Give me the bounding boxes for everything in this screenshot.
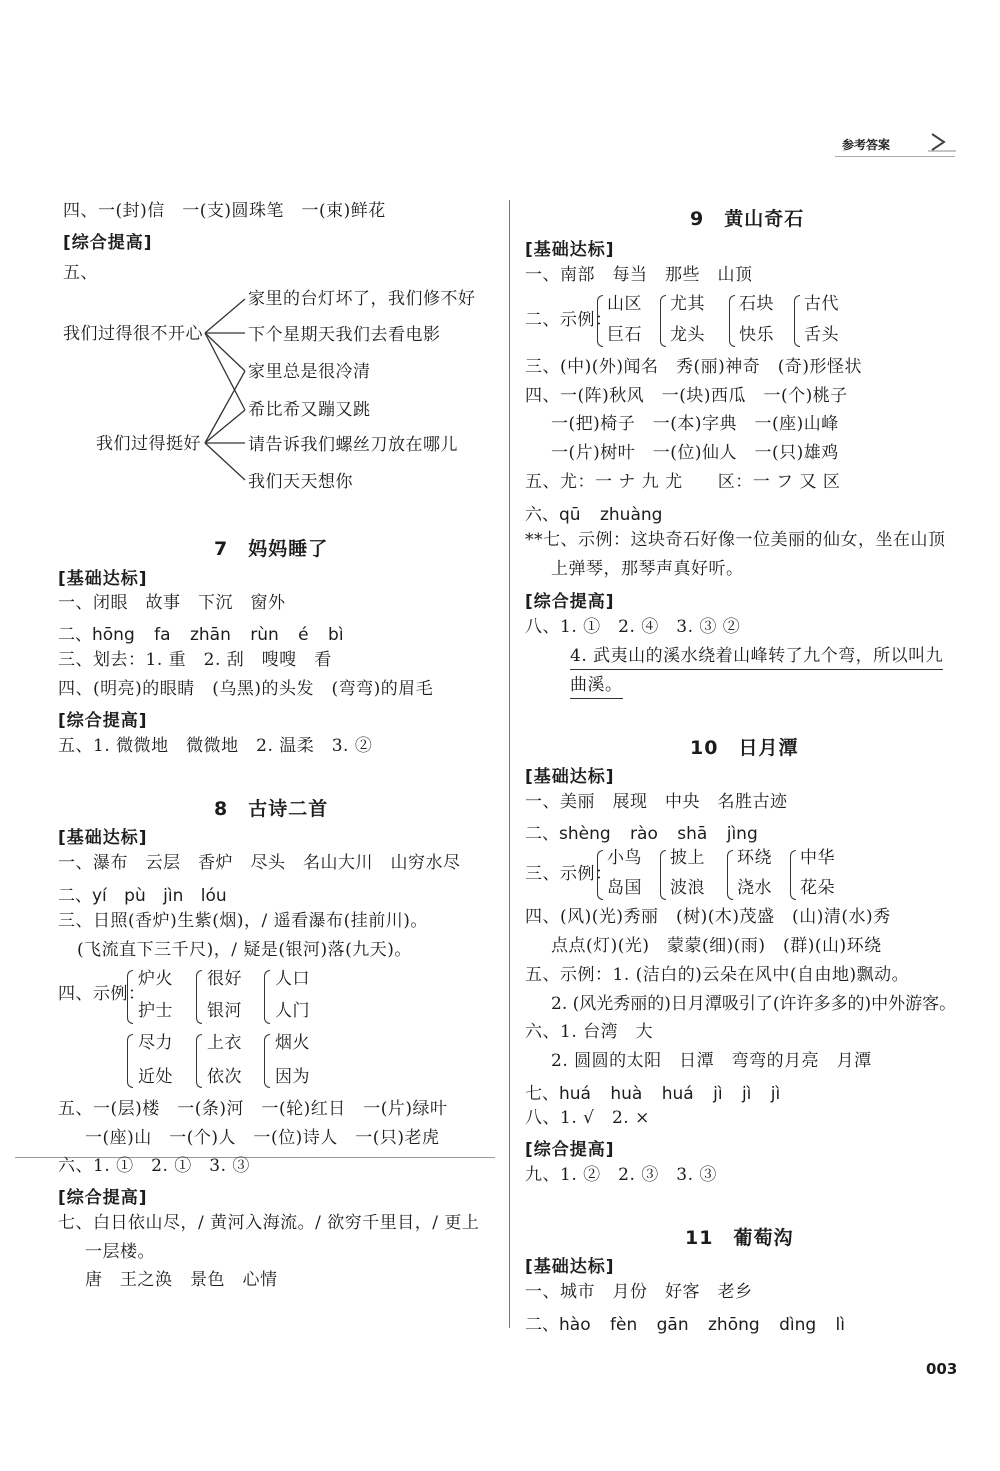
brace <box>597 295 603 347</box>
word: 环绕 <box>737 848 772 868</box>
line: 六、1. 台湾 大 <box>525 1022 654 1042</box>
line: 五、 <box>63 263 98 283</box>
example-label: 二、示例： <box>525 310 613 330</box>
line: 四、(风)(光)秀丽 (树)(木)茂盛 (山)清(水)秀 <box>525 907 891 927</box>
line: 一、闭眼 故事 下沉 窗外 <box>58 593 286 613</box>
word: 岛国 <box>607 878 642 898</box>
word: 银河 <box>207 1001 242 1021</box>
section-label: [基础达标] <box>525 240 615 260</box>
line: 四、一(封)信 一(支)圆珠笔 一(束)鲜花 <box>63 201 386 221</box>
underlined-answer: 4. 武夷山的溪水绕着山峰转了九个弯，所以叫九 <box>570 645 943 670</box>
line: 五、1. 微微地 微微地 2. 温柔 3. ② <box>58 736 373 756</box>
line: 一、瀑布 云层 香炉 尽头 名山大川 山穷水尽 <box>58 853 461 873</box>
word: 快乐 <box>739 325 774 345</box>
line: 五、示例：1. (洁白的)云朵在风中(自由地)飘动。 <box>525 965 910 985</box>
line: 四、(明亮)的眼睛 (乌黑)的头发 (弯弯)的眉毛 <box>58 679 434 699</box>
word: 中华 <box>800 848 835 868</box>
line: 一(片)树叶 一(位)仙人 一(只)雄鸡 <box>551 443 839 463</box>
header-rule <box>835 156 955 157</box>
line: 2. 圆圆的太阳 日潭 弯弯的月亮 月潭 <box>551 1051 872 1071</box>
example-label: 三、示例： <box>525 864 613 884</box>
lesson-title: 9 黄山奇石 <box>690 208 805 230</box>
word: 披上 <box>670 848 705 868</box>
section-label: [综合提高] <box>58 711 148 731</box>
word: 龙头 <box>670 325 705 345</box>
tree-branch: 家里总是很冷清 <box>248 362 371 382</box>
brace <box>264 1034 270 1088</box>
word: 很好 <box>207 969 242 989</box>
word: 依次 <box>207 1067 242 1087</box>
word: 因为 <box>275 1067 310 1087</box>
column-divider <box>509 200 510 1328</box>
tree-branch: 家里的台灯坏了，我们修不好 <box>248 289 476 309</box>
tree-branch: 希比希又蹦又跳 <box>248 400 371 420</box>
line: 四、一(阵)秋风 一(块)西瓜 一(个)桃子 <box>525 386 848 406</box>
line: **七、示例：这块奇石好像一位美丽的仙女，坐在山顶 <box>525 530 946 550</box>
section-label: [综合提高] <box>525 1140 615 1160</box>
brace <box>727 850 733 900</box>
word: 护士 <box>138 1001 173 1021</box>
brace <box>196 970 202 1024</box>
lesson-title: 10 日月潭 <box>690 737 799 759</box>
brace <box>127 970 133 1024</box>
word: 人口 <box>275 969 310 989</box>
line: 一层楼。 <box>85 1242 155 1262</box>
lesson-title: 11 葡萄沟 <box>685 1227 794 1249</box>
line: 三、划去：1. 重 2. 刮 嗖嗖 看 <box>58 650 332 670</box>
word: 近处 <box>138 1067 173 1087</box>
section-label: [综合提高] <box>525 592 615 612</box>
word: 人门 <box>275 1001 310 1021</box>
tree-branch: 请告诉我们螺丝刀放在哪儿 <box>248 435 458 455</box>
line: 一(座)山 一(个)人 一(位)诗人 一(只)老虎 <box>85 1128 440 1148</box>
line: 七、白日依山尽，/ 黄河入海流。/ 欲穷千里目，/ 更上 <box>58 1213 480 1233</box>
brace <box>196 1034 202 1088</box>
brace <box>597 850 603 900</box>
word: 巨石 <box>607 325 642 345</box>
line: 二、shèng rào shā jìng <box>525 824 758 844</box>
tree-branch: 我们天天想你 <box>248 472 353 492</box>
word: 古代 <box>804 294 839 314</box>
underlined-answer: 曲溪。 <box>570 674 623 699</box>
word: 小鸟 <box>607 848 642 868</box>
line: 2. (风光秀丽的)日月潭吸引了(许许多多的)中外游客。 <box>551 994 957 1014</box>
brace <box>660 850 666 900</box>
lesson-title: 7 妈妈睡了 <box>214 538 329 560</box>
header-label: 参考答案 <box>842 138 891 152</box>
brace <box>127 1034 133 1088</box>
line: 九、1. ② 2. ③ 3. ③ <box>525 1165 717 1185</box>
word: 花朵 <box>800 878 835 898</box>
line: (飞流直下三千尺)，/ 疑是(银河)落(九天)。 <box>77 940 412 960</box>
line: 一、南部 每当 那些 山顶 <box>525 265 753 285</box>
lesson-title: 8 古诗二首 <box>214 798 329 820</box>
line: 一、美丽 展现 中央 名胜古迹 <box>525 792 788 812</box>
word: 炉火 <box>138 969 173 989</box>
section-label: [基础达标] <box>58 569 148 589</box>
line: 七、huá huà huá jì jì jì <box>525 1084 781 1104</box>
word: 烟火 <box>275 1033 310 1053</box>
line: 点点(灯)(光) 蒙蒙(细)(雨) (群)(山)环绕 <box>551 936 882 956</box>
brace <box>729 295 735 347</box>
line: 一(把)椅子 一(本)字典 一(座)山峰 <box>551 414 839 434</box>
tree-root: 我们过得挺好 <box>96 434 201 454</box>
line: 上弹琴，那琴声真好听。 <box>551 559 744 579</box>
word: 波浪 <box>670 878 705 898</box>
word: 尽力 <box>138 1033 173 1053</box>
line: 六、qū zhuàng <box>525 505 663 525</box>
line: 唐 王之涣 景色 心情 <box>85 1270 278 1290</box>
section-label: [基础达标] <box>525 767 615 787</box>
page-number: 003 <box>926 1360 958 1378</box>
brace <box>794 295 800 347</box>
line: 六、1. ① 2. ① 3. ③ <box>58 1156 250 1176</box>
line: 三、(中)(外)闻名 秀(丽)神奇 (奇)形怪状 <box>525 357 863 377</box>
tree-branch: 下个星期天我们去看电影 <box>248 325 441 345</box>
line: 二、yí pù jìn lóu <box>58 886 227 906</box>
line: 五、尤：一 ナ 九 尤 区：一 フ 又 区 <box>525 472 841 492</box>
line: 二、hào fèn gān zhōng dìng lì <box>525 1315 846 1335</box>
brace <box>264 970 270 1024</box>
line: 一、城市 月份 好客 老乡 <box>525 1282 753 1302</box>
chevron-right-icon <box>928 131 958 153</box>
word: 上衣 <box>207 1033 242 1053</box>
line: 五、一(层)楼 一(条)河 一(轮)红日 一(片)绿叶 <box>58 1099 448 1119</box>
word: 浇水 <box>737 878 772 898</box>
example-label: 四、示例： <box>58 984 146 1004</box>
section-label: [综合提高] <box>58 1188 148 1208</box>
line: 八、1. ① 2. ④ 3. ③ ② <box>525 617 741 637</box>
word: 石块 <box>739 294 774 314</box>
line: 二、hōng fa zhān rùn é bì <box>58 625 344 645</box>
line: 八、1. √ 2. × <box>525 1108 650 1128</box>
word: 舌头 <box>804 325 839 345</box>
section-label: [基础达标] <box>58 828 148 848</box>
brace <box>790 850 796 900</box>
word: 尤其 <box>670 294 705 314</box>
line: 三、日照(香炉)生紫(烟)，/ 遥看瀑布(挂前川)。 <box>58 911 428 931</box>
word: 山区 <box>607 294 642 314</box>
brace <box>660 295 666 347</box>
section-label: [综合提高] <box>63 233 153 253</box>
tree-root: 我们过得很不开心 <box>63 324 203 344</box>
section-label: [基础达标] <box>525 1257 615 1277</box>
